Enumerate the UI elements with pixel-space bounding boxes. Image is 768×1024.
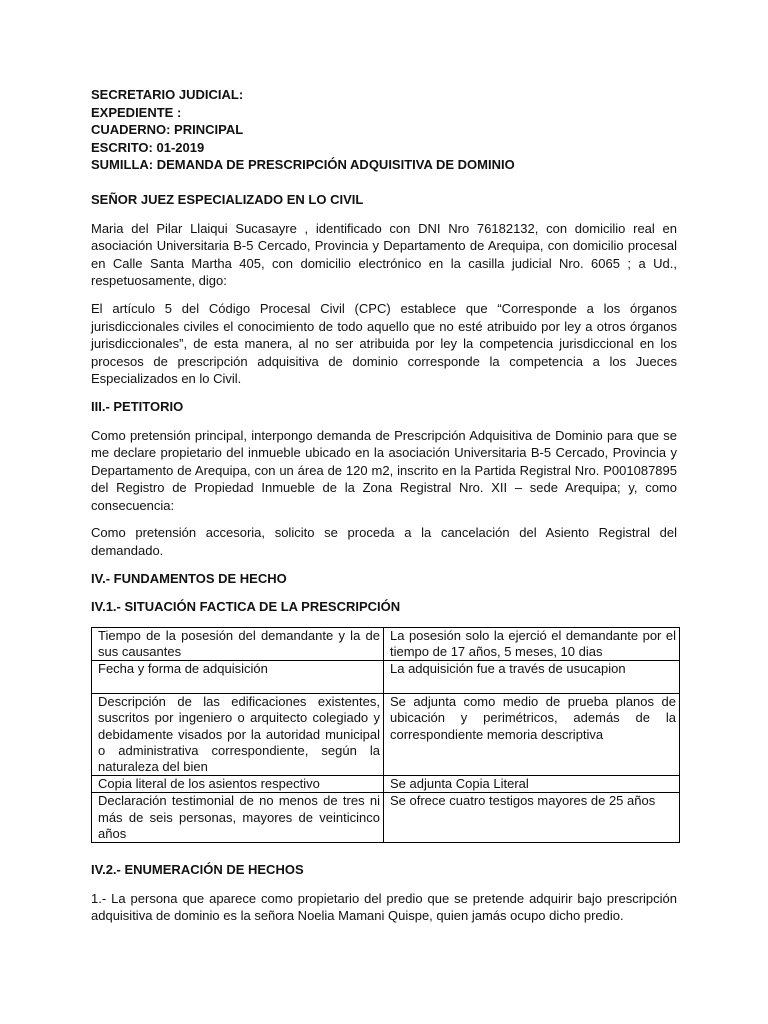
header-secretario: SECRETARIO JUDICIAL: [91, 87, 244, 102]
addressee-heading: SEÑOR JUEZ ESPECIALIZADO EN LO CIVIL [91, 191, 364, 207]
table-row [92, 793, 680, 843]
competence-paragraph: El artículo 5 del Código Procesal Civil (CPC) establece que “Corresponde a los órganos jurisdiccionales civiles el conocimiento de todo aquello que no esté atribuido por ley a otros órganos jurisdiccionales”, de esta manera, al no ser atribuida por ley la competencia jurisdiccional en los procesos de prescripción adquisitiva de dominio corresponde la competencia a los Jueces Especializados en lo Civil. [91, 300, 677, 387]
table-row [92, 694, 680, 776]
header-expediente: EXPEDIENTE : [91, 104, 182, 120]
spacer [91, 174, 677, 191]
fundamentos-heading: IV.- FUNDAMENTOS DE HECHO [91, 570, 287, 586]
table-cell-response: La adquisición fue a través de usucapion [384, 661, 680, 694]
table-row [92, 661, 680, 694]
intro-paragraph: Maria del Pilar Llaiqui Sucasayre , identificado con DNI Nro 76182132, con domicilio real en asociación Universitaria B-5 Cercado, Provincia y Departamento de Arequipa, con domicilio procesal en Calle Santa Martha 405, con domicilio electrónico en la casilla judicial Nro. 6065 ; a Ud., respetuosamente, digo: [91, 220, 677, 289]
enumeracion-heading: IV.2.- ENUMERACIÓN DE HECHOS [91, 862, 304, 878]
header-escrito: ESCRITO: 01-2019 [91, 139, 205, 155]
petitorio-heading: III.- PETITORIO [91, 398, 184, 414]
table-cell-requirement: Fecha y forma de adquisición [92, 661, 384, 694]
table-cell-response: La posesión solo la ejerció el demandante por el tiempo de 17 años, 5 meses, 10 dias [384, 627, 680, 660]
table-cell-response: Se adjunta Copia Literal [384, 776, 680, 793]
situacion-factica-heading: IV.1.- SITUACIÓN FACTICA DE LA PRESCRIPCIÓN [91, 599, 401, 615]
table-cell-requirement: Descripción de las edificaciones existentes, suscritos por ingeniero o arquitecto colegiado y debidamente visados por la autoridad municipal o administrativa correspondiente, según la naturaleza del bien [92, 694, 384, 776]
petitorio-accesoria-paragraph: Como pretensión accesoria, solicito se proceda a la cancelación del Asiento Registral del demandado. [91, 525, 677, 559]
header-block [91, 86, 677, 174]
petitorio-principal-paragraph: Como pretensión principal, interpongo demanda de Prescripción Adquisitiva de Dominio para que se me declare propietario del inmueble ubicado en la asociación Universitaria B-5 Cercado, Provincia y Departamento de Arequipa, con un área de 120 m2, inscrito en la Partida Registral Nro. P001087895 del Registro de Propiedad Inmueble de la Zona Registral Nro. XII – sede Arequipa; y, como consecuencia: [91, 427, 677, 513]
table-cell-requirement: Copia literal de los asientos respectivo [92, 776, 384, 793]
header-sumilla: SUMILLA: DEMANDA DE PRESCRIPCIÓN ADQUISITIVA DE DOMINIO [91, 157, 515, 173]
table-cell-response: Se adjunta como medio de prueba planos de ubicación y perimétricos, además de la correspondiente memoria descriptiva [384, 694, 680, 776]
document-body [91, 86, 677, 935]
situacion-factica-table [91, 627, 680, 843]
header-cuaderno: CUADERNO: PRINCIPAL [91, 122, 244, 138]
table-cell-requirement: Tiempo de la posesión del demandante y la de sus causantes [92, 627, 384, 660]
hecho-1-paragraph: 1.- La persona que aparece como propietario del predio que se pretende adquirir bajo prescripción adquisitiva de dominio es la señora Noelia Mamani Quispe, quien jamás ocupo dicho predio. [91, 890, 677, 924]
table-row [92, 627, 680, 660]
table-cell-requirement: Declaración testimonial de no menos de tres ni más de seis personas, mayores de veinticinco años [92, 793, 384, 843]
table-row [92, 776, 680, 793]
table-cell-response: Se ofrece cuatro testigos mayores de 25 años [384, 793, 680, 843]
